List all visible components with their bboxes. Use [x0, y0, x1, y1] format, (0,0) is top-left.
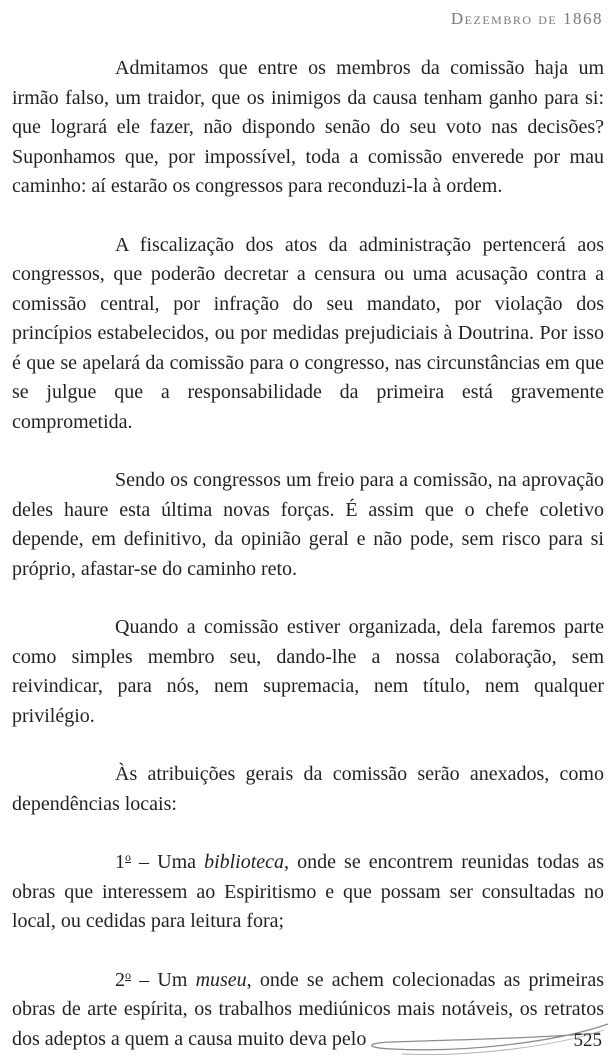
list-item-term: biblioteca [204, 851, 285, 873]
list-item-number: 1 [115, 851, 125, 873]
list-item-dash: – Uma [131, 851, 205, 873]
list-item-text: , onde se achem colecionadas as primeiras obras de arte espírita, os trabalhos mediúnicos mais notáveis, os retratos dos adeptos a quem a causa muito deva pelo [12, 968, 604, 1050]
paragraph: Sendo os congressos um freio para a comissão, na aprovação deles haure esta última novas forças. É assim que o chefe coletivo depende, em definitivo, da opinião geral e não pode, sem risco para si próprio, afastar-se do caminho reto. [12, 469, 604, 580]
text-body [12, 54, 604, 1054]
paragraph: Quando a comissão estiver organizada, dela faremos parte como simples membro seu, dando-lhe a nossa colaboração, sem reivindicar, para nós, nem supremacia, nem título, nem qualquer privilégio. [12, 616, 604, 727]
paragraph: Às atribuições gerais da comissão serão anexados, como dependências locais: [12, 763, 604, 815]
page-footer [0, 1021, 611, 1061]
ordinal-indicator: o [125, 850, 131, 864]
list-item-text: , onde se encontrem reunidas todas as obras que interessem ao Espiritismo e que possam ser consultadas no local, ou cedidas para leitura fora; [12, 851, 604, 932]
list-item-term: museu [195, 968, 247, 991]
decorative-swoosh-icon [0, 1021, 611, 1061]
list-item [12, 848, 604, 937]
running-title: Dezembro de 1868 [450, 9, 603, 28]
list-item-dash: – Um [131, 968, 196, 991]
page-number: 525 [573, 1030, 602, 1051]
paragraph: A fiscalização dos atos da administração pertencerá aos congressos, que poderão decretar a censura ou uma acusação contra a comissão central, por infração do seu mandato, por violação dos princípios estabelecidos, ou por medidas prejudiciais à Doutrina. Por isso é que se apelará da comissão para o congresso, nas circunstâncias em que se julgue que a responsabilidade da primeira está gravemente comprometida. [12, 233, 604, 433]
list-item-number: 2 [115, 968, 125, 991]
paragraph: Admitamos que entre os membros da comissão haja um irmão falso, um traidor, que os inimigos da causa tenham ganho para si: que logrará ele fazer, não dispondo senão do seu voto nas decisões? Suponhamos que, por impossível, toda a comissão enverede por mau caminho: aí estarão os congressos para reconduzi-la à ordem. [12, 57, 604, 197]
ordinal-indicator: o [125, 967, 131, 982]
